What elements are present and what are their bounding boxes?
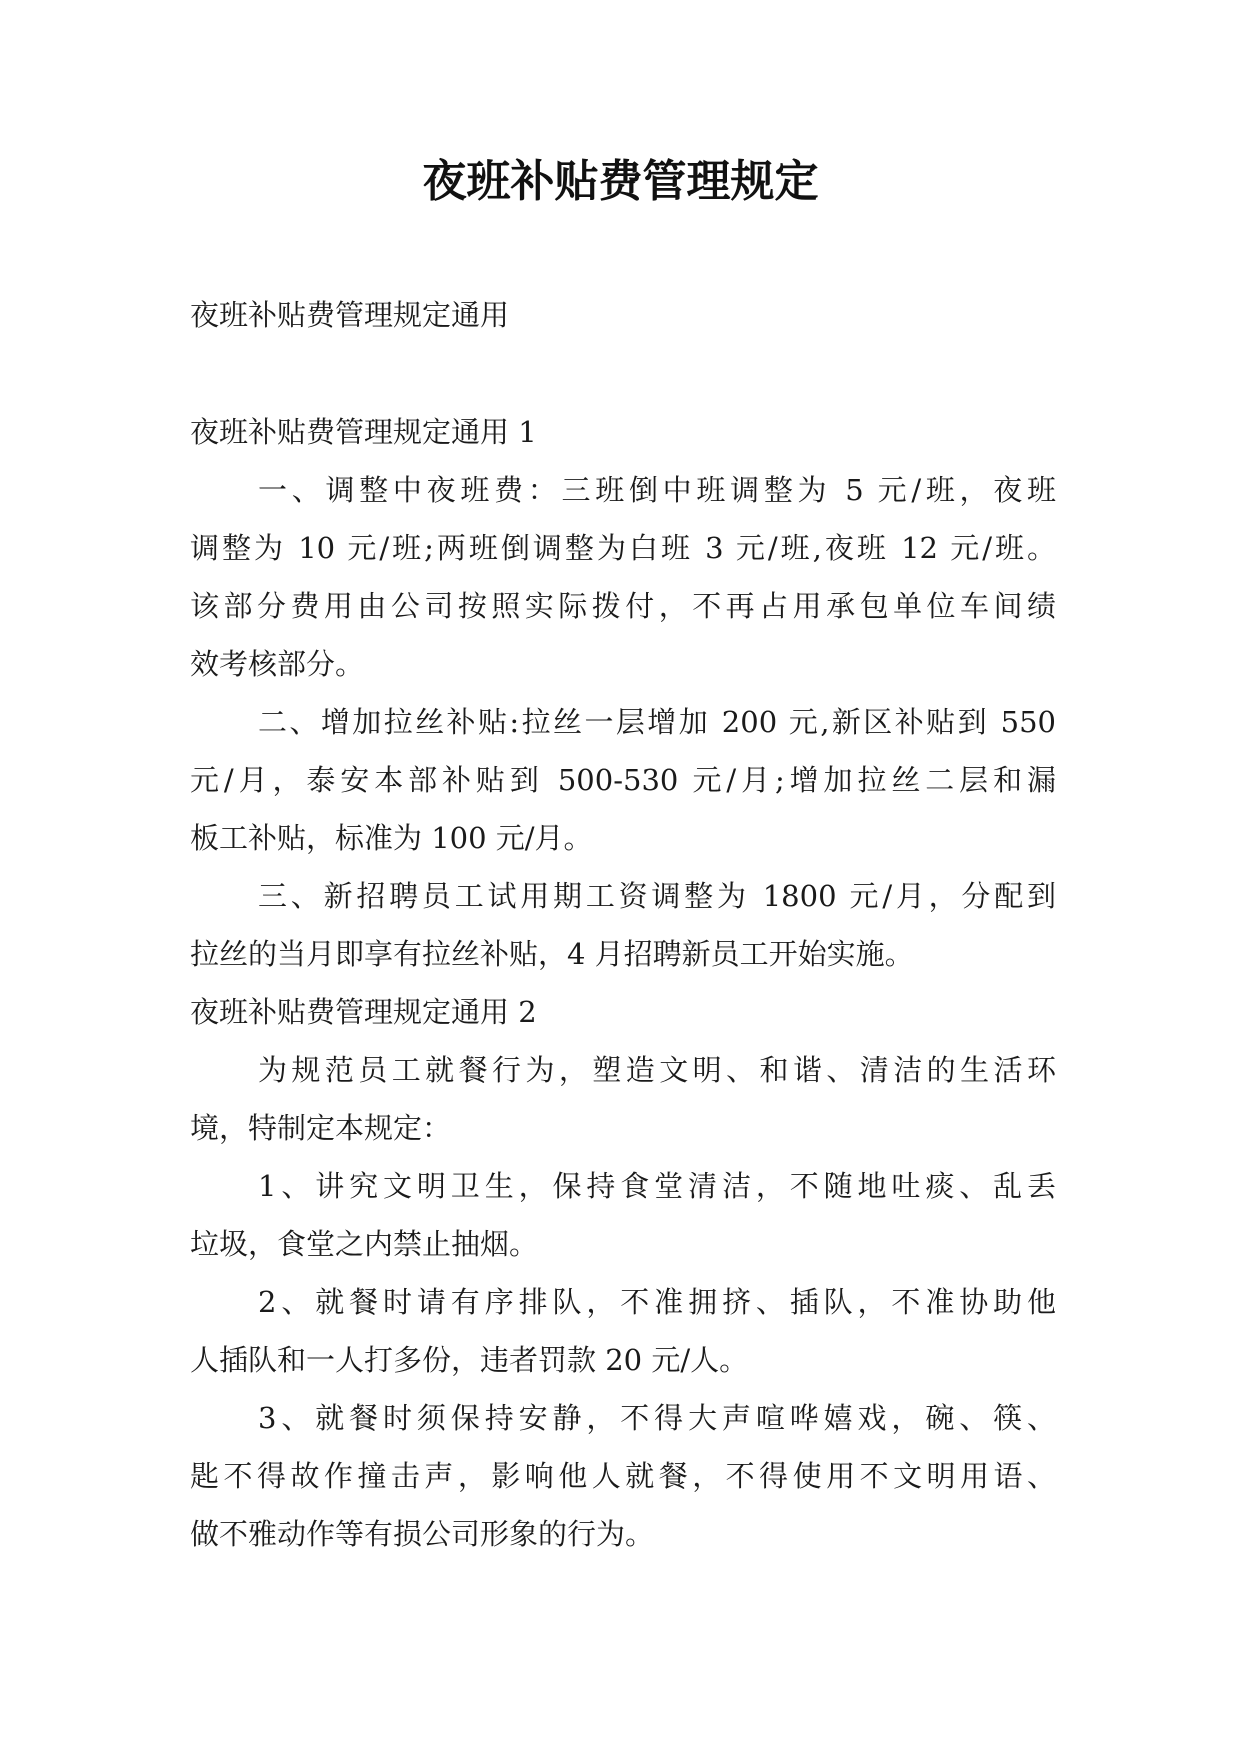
paragraph-line: 调整为 10 元/班;两班倒调整为白班 3 元/班,夜班 12 元/班。 xyxy=(190,531,1056,565)
paragraph-line: 做不雅动作等有损公司形象的行为。 xyxy=(190,1517,655,1551)
paragraph-line: 匙不得故作撞击声，影响他人就餐，不得使用不文明用语、 xyxy=(190,1459,1056,1493)
paragraph-line: 拉丝的当月即享有拉丝补贴，4 月招聘新员工开始实施。 xyxy=(190,937,914,971)
section-1-heading: 夜班补贴费管理规定通用 1 xyxy=(190,415,537,449)
paragraph-line: 效考核部分。 xyxy=(190,647,365,681)
section-2-heading: 夜班补贴费管理规定通用 2 xyxy=(190,995,537,1029)
paragraph-line: 二、增加拉丝补贴:拉丝一层增加 200 元,新区补贴到 550 xyxy=(258,705,1056,739)
paragraph-line: 三、新招聘员工试用期工资调整为 1800 元/月，分配到 xyxy=(258,879,1056,913)
paragraph-line: 境，特制定本规定： xyxy=(190,1111,452,1145)
paragraph-line: 2、就餐时请有序排队，不准拥挤、插队，不准协助他 xyxy=(258,1285,1056,1319)
paragraph-line: 板工补贴，标准为 100 元/月。 xyxy=(190,821,593,855)
paragraph-line: 为规范员工就餐行为，塑造文明、和谐、清洁的生活环 xyxy=(258,1053,1056,1087)
document-title: 夜班补贴费管理规定 xyxy=(422,156,819,207)
paragraph-line: 人插队和一人打多份，违者罚款 20 元/人。 xyxy=(190,1343,749,1377)
paragraph-line: 该部分费用由公司按照实际拨付，不再占用承包单位车间绩 xyxy=(190,589,1056,623)
paragraph-line: 一、调整中夜班费：三班倒中班调整为 5 元/班，夜班 xyxy=(258,473,1056,507)
document-subtitle: 夜班补贴费管理规定通用 xyxy=(190,298,510,332)
paragraph-line: 3、就餐时须保持安静，不得大声喧哗嬉戏，碗、筷、 xyxy=(258,1401,1056,1435)
paragraph-line: 1、讲究文明卫生，保持食堂清洁，不随地吐痰、乱丢 xyxy=(258,1169,1056,1203)
paragraph-line: 垃圾，食堂之内禁止抽烟。 xyxy=(190,1227,539,1261)
paragraph-line: 元/月，泰安本部补贴到 500-530 元/月;增加拉丝二层和漏 xyxy=(190,763,1056,797)
